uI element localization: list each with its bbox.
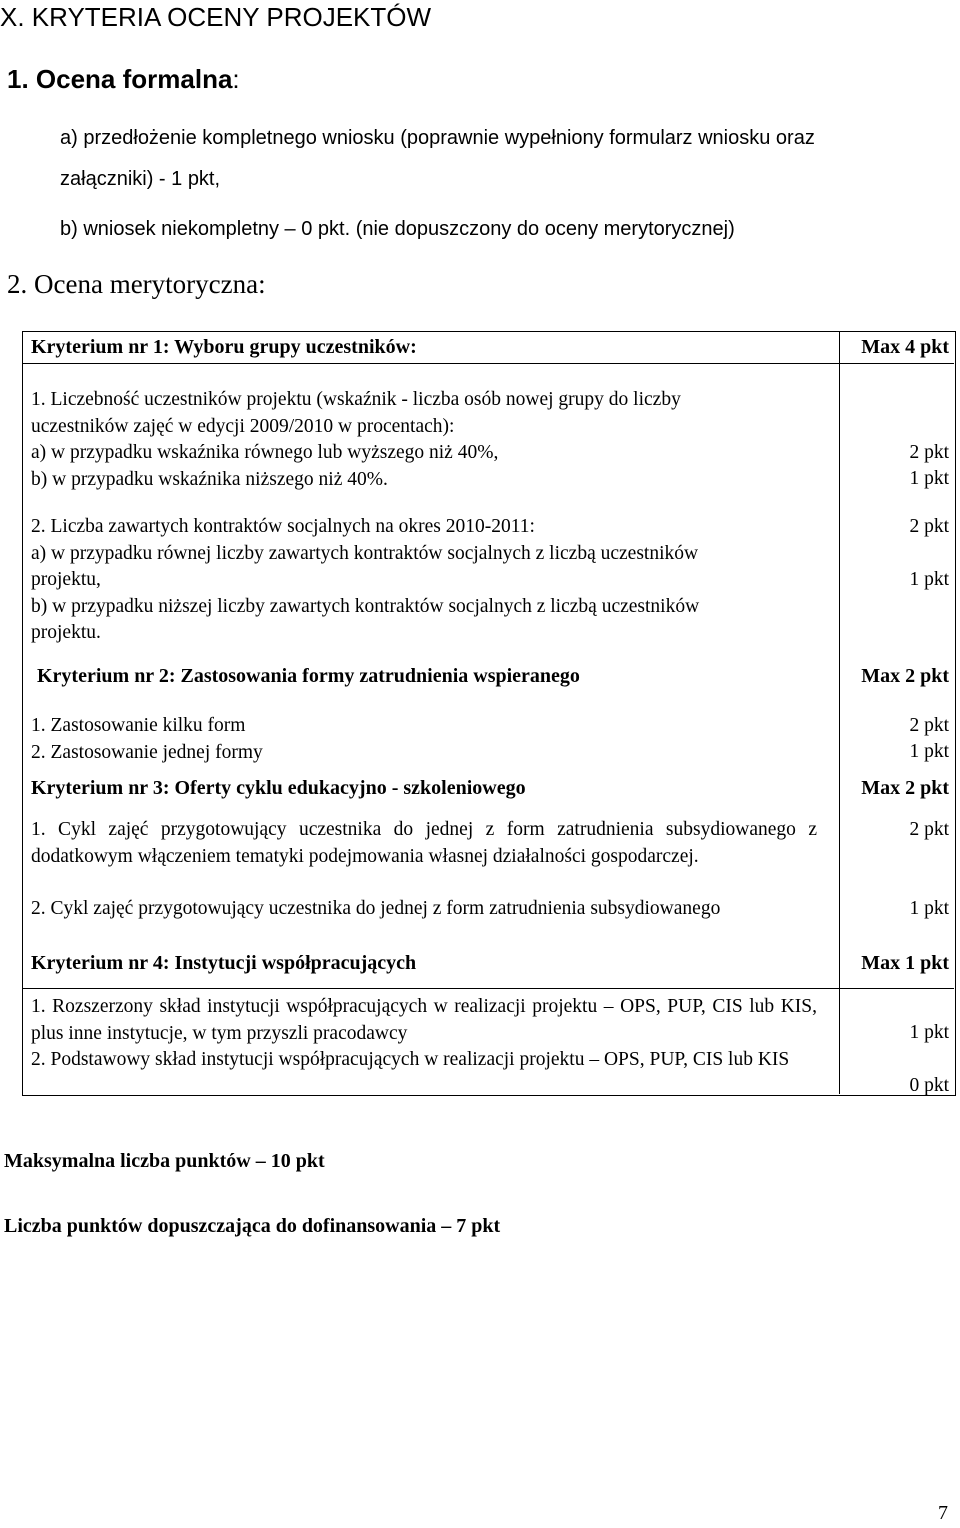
criterion-1-item-2-line: b) w przypadku niższej liczby zawartych kontraktów socjalnych z liczbą uczestników [31, 595, 700, 617]
criterion-3-max: Max 2 pkt [861, 777, 949, 799]
formal-item-a-line2: załączniki) - 1 pkt, [60, 168, 221, 190]
criterion-1-max: Max 4 pkt [861, 336, 949, 358]
criterion-3-item-1: 1. Cykl zajęć przygotowujący uczestnika do jednej z form zatrudnienia subsydiowanego z dodatkowym włączeniem tematyki podejmowania własnej działalności gospodarczej. [31, 819, 817, 867]
max-points-summary: Maksymalna liczba punktów – 10 pkt [4, 1150, 325, 1172]
criterion-2-points-b: 1 pkt [909, 741, 949, 762]
substantive-heading: 2. Ocena merytoryczna: [7, 269, 266, 299]
criterion-1-item-1-line: uczestników zajęć w edycji 2009/2010 w procentach): [31, 415, 455, 437]
section-title: X. KRYTERIA OCENY PROJEKTÓW [0, 2, 432, 32]
criterion-2-points-a: 2 pkt [909, 715, 949, 736]
criterion-2-title: Kryterium nr 2: Zastosowania formy zatrudnienia wspieranego [37, 665, 580, 687]
criterion-3-points-a: 2 pkt [909, 819, 949, 840]
criterion-4-max: Max 1 pkt [861, 952, 949, 974]
criterion-1-item-2-line: projektu, [31, 569, 101, 590]
criterion-3-title: Kryterium nr 3: Oferty cyklu edukacyjno - szkoleniowego [31, 777, 526, 799]
criterion-1-item-1-line: a) w przypadku wskaźnika równego lub wyższego niż 40%, [31, 442, 499, 463]
criterion-4-points-b: 0 pkt [909, 1075, 949, 1096]
criterion-1-item-2-line: projektu. [31, 622, 101, 643]
criterion-1-item-1-line: b) w przypadku wskaźnika niższego niż 40%. [31, 468, 388, 490]
criteria-table [22, 331, 956, 1096]
criterion-4-item-2: 2. Podstawowy skład instytucji współpracujących w realizacji projektu – OPS, PUP, CIS lub KIS [31, 1049, 790, 1070]
criterion-1-item-2-points-a: 2 pkt [909, 516, 949, 537]
criterion-4-item-1: 1. Rozszerzony skład instytucji współpracujących w realizacji projektu – OPS, PUP, CIS lub KIS, plus inne instytucje, w tym przyszli pracodawcy [31, 996, 817, 1044]
criterion-1-item-1-line: 1. Liczebność uczestników projektu (wskaźnik - liczba osób nowej grupy do liczby [31, 389, 681, 410]
criterion-1-item-2-points-b: 1 pkt [909, 569, 949, 590]
criterion-1-item-1-points-b: 1 pkt [909, 468, 949, 489]
formal-item-a-line1: a) przedłożenie kompletnego wniosku (poprawnie wypełniony formularz wniosku oraz [60, 127, 815, 149]
criterion-2-item: 1. Zastosowanie kilku form [31, 715, 246, 736]
row-divider [23, 988, 954, 989]
criterion-1-item-1-points-a: 2 pkt [909, 442, 949, 463]
threshold-summary: Liczba punktów dopuszczająca do dofinansowania – 7 pkt [4, 1215, 501, 1237]
page-number: 7 [938, 1502, 948, 1524]
criterion-4-points-a: 1 pkt [909, 1022, 949, 1043]
criterion-3-points-b: 1 pkt [909, 898, 949, 919]
criterion-1-item-2-line: a) w przypadku równej liczby zawartych kontraktów socjalnych z liczbą uczestników [31, 542, 699, 564]
criterion-2-max: Max 2 pkt [861, 665, 949, 687]
criterion-2-item: 2. Zastosowanie jednej formy [31, 741, 263, 763]
criterion-1-item-2-line: 2. Liczba zawartych kontraktów socjalnych na okres 2010-2011: [31, 516, 535, 537]
criterion-1-item-2 [31, 514, 817, 647]
formal-heading [7, 64, 240, 95]
row-divider [23, 363, 954, 364]
criterion-4-title: Kryterium nr 4: Instytucji współpracujących [31, 952, 417, 974]
criterion-1-title: Kryterium nr 1: Wyboru grupy uczestników: [31, 336, 417, 358]
formal-item-b: b) wniosek niekompletny – 0 pkt. (nie dopuszczony do oceny merytorycznej) [60, 218, 735, 240]
criterion-3-item-2: 2. Cykl zajęć przygotowujący uczestnika do jednej z form zatrudnienia subsydiowanego [31, 898, 721, 919]
criterion-1-item-1 [31, 387, 817, 493]
criterion-2-items [31, 713, 817, 766]
formal-heading-text: 1. Ocena formalna [7, 64, 233, 94]
formal-heading-colon: : [232, 64, 240, 94]
